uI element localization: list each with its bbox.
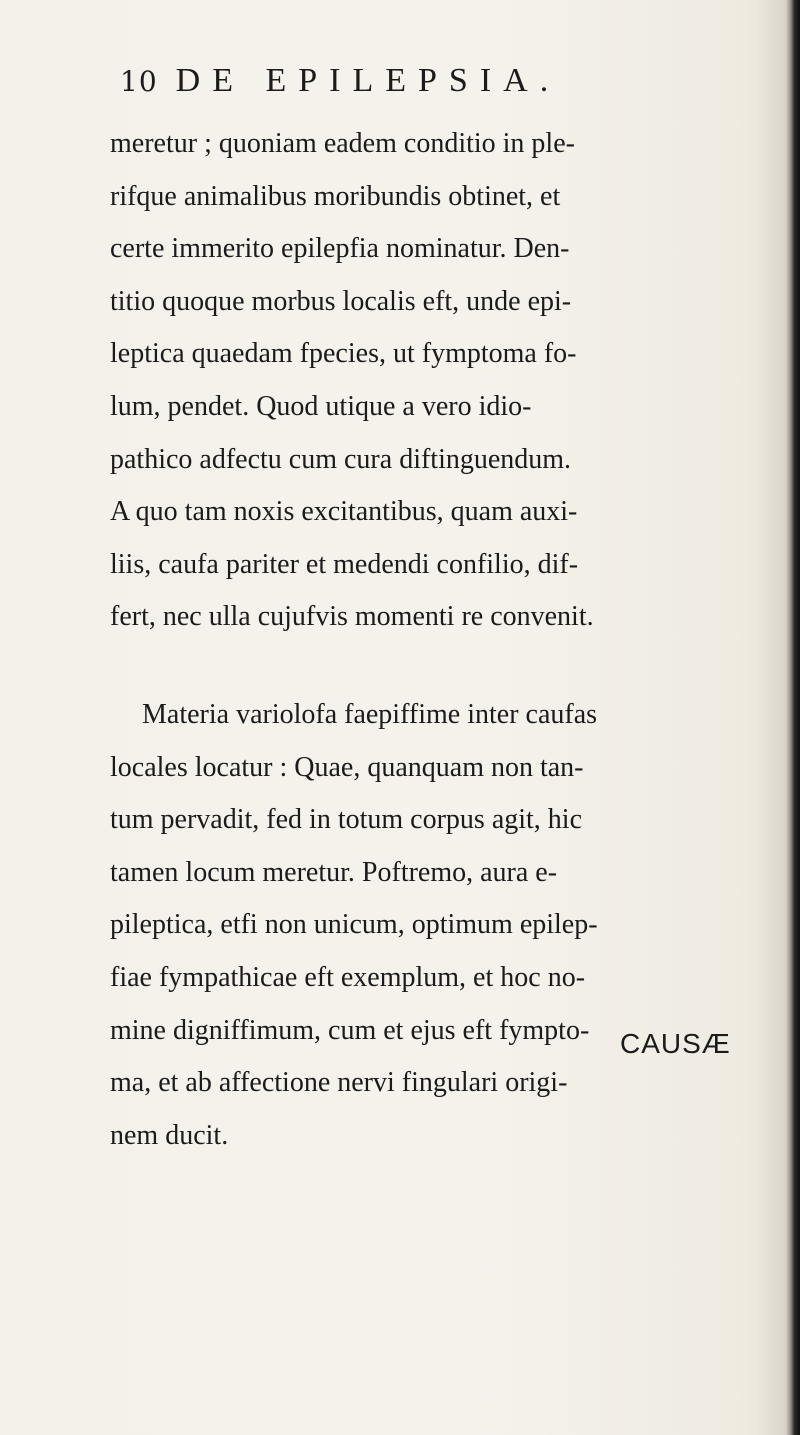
catchword: CAUSÆ [620,1028,731,1059]
text-line: lum, pendet. Quod utique a vero idio- [110,390,532,422]
text-line: leptica quaedam fpecies, ut fymptoma fo- [110,338,577,370]
paragraph-gap [110,644,760,689]
text-line: locales locatur : Quae, quanquam non tan- [110,751,584,783]
text-line: fert, nec ulla cujufvis momenti re convenit. [110,601,594,633]
text-line: certe immerito epilepfia nominatur. Den- [110,233,570,265]
text-line: rifque animalibus moribundis obtinet, et [110,180,561,212]
text-line: A quo tam noxis excitantibus, quam auxi- [110,496,578,528]
text-line: mine digniffimum, cum et ejus eft fympto- [110,1014,590,1046]
body-text [110,118,760,1162]
text-line: fiae fympathicae eft exemplum, et hoc no- [110,961,586,993]
text-line: pathico adfectu cum cura diftinguendum. [110,443,572,475]
running-head: DE EPILEPSIA. [175,62,561,99]
binding-edge [786,0,800,1435]
text-line: pileptica, etfi non unicum, optimum epilep- [110,909,598,941]
page-header [120,62,560,112]
binding-shadow [756,0,786,1435]
text-line: nem ducit. [110,1119,229,1151]
paragraph-2 [110,689,760,1162]
text-line: Materia variolofa faepiffime inter caufas [142,698,598,730]
text-line: ma, et ab affectione nervi fingulari origi- [110,1067,568,1099]
text-line: liis, caufa pariter et medendi confilio, dif- [110,548,579,580]
text-line: meretur ; quoniam eadem conditio in ple- [110,128,575,159]
text-line: titio quoque morbus localis eft, unde epi- [110,285,572,317]
text-line: tum pervadit, fed in totum corpus agit, hic [110,804,583,836]
text-line: tamen locum meretur. Poftremo, aura e- [110,856,558,888]
paragraph-1 [110,118,760,644]
page-number: 10 [120,65,158,98]
